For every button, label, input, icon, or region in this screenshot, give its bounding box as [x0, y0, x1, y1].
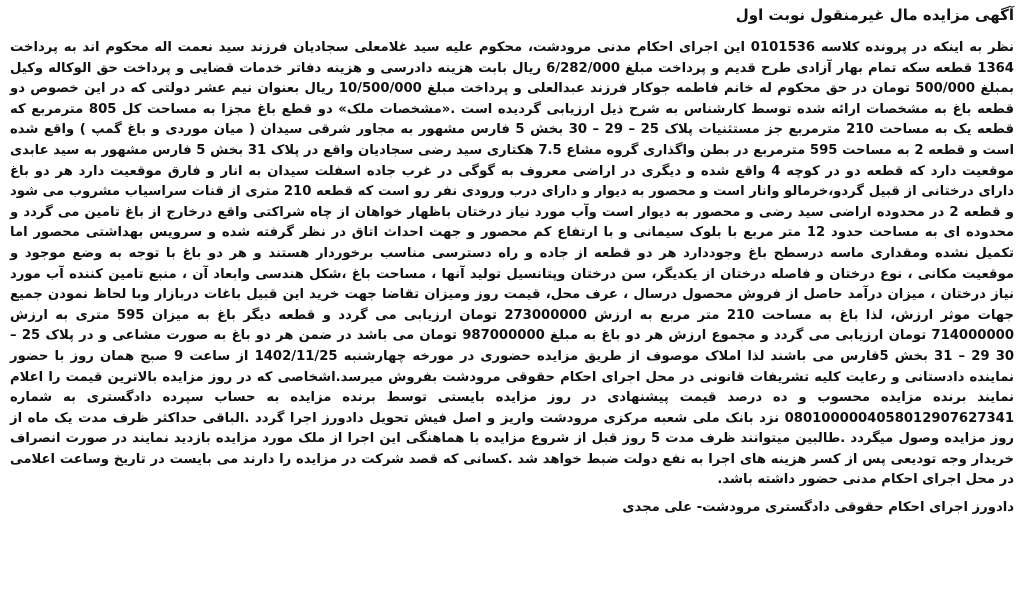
notice-title: آگهی مزایده مال غیرمنقول نوبت اول: [735, 6, 1014, 24]
notice-signature: دادورز اجرای احکام حقوقی دادگستری مرودشت- علی مجدی: [622, 500, 1014, 516]
notice-body: نظر به اینکه در پرونده کلاسه 0101536 این اجرای احکام مدنی مرودشت، محکوم علیه سید غلامعلی سجادیان فرزند سید نعمت اله محکوم اند به پرداخت 1364 قطعه سکه تمام بهار آزادی طرح قدیم و پرداخت مبلغ 6/282/000 ریال بابت هزینه دادرسی و هزینه دفاتر خدمات قضایی و پرداخت حق الوکاله وکیل بمبلغ 500/000 تومان در حق محکوم له خانم فاطمه جوکار فرزند عبدالعلی و پرداخت مبلغ 10/500/000 ریال بعنوان نیم عشر دولتی که در این خصوص دو قطعه باغ به مشخصات ارائه شده توسط کارشناس به شرح ذیل ارزیابی گردیده است .«مشخصات ملک» دو قطع باغ مجزا به مساحت کل 805 مترمربع که قطعه یک به مساحت 210 مترمربع جز مستثنیات پلاک 25 – 29 – 30 بخش 5 فارس مشهور به مجاور شرقی سیدان ( میان موردی و باغ گمپ ) واقع شده است و قطعه 2 به مساحت 595 مترمربع در بطن واگذاری گروه مشاع 7.5 هکتاری سید رضی سجادیان واقع در پلاک 31 بخش 5 فارس مشهور به سید عابدی موقعیت دارد که قطعه دو در کوچه 4 واقع شده و دیگری در اراضی معروف به گوگی در غرب جاده اسفلت سیدان به انار و فارق موقعیت دارد هر دو باغ دارای درختانی از قبیل گردو،خرمالو وانار است و محصور به دیوار و دارای درب ورودی نفر رو است که قطعه 210 متری از قنات سراسیاب مشروب می شود و قطعه 2 در محدوده اراضی سید رضی و محصور به دیوار است وآب مورد نیاز درختان باظهار خواهان از چاه شراکتی واقع درخارج از باغ تامین می گردد و محدوده ای به مساحت حدود 12 متر مربع با بلوک سیمانی و با ارتفاع کم محصور و جهت احداث اتاق در نظر گرفته شده و سرویس بهداشتی محصور اما تکمیل نشده ومقداری ماسه درسطح باغ وجوددارد هر دو قطعه از جاده و راه دسترسی مناسب برخوردار هستند و هر دو باغ با توجه به وضع موجود و موقعیت مکانی ، نوع درختان و فاصله درختان از یکدیگر، سن درختان وپتانسیل تولید آنها ، مساحت باغ ،شکل هندسی وابعاد آن ، منبع تامین کننده آب مورد نیاز درختان ، میزان درآمد حاصل از فروش محصول درسال ، عرف محل، قیمت روز ومیزان تقاضا جهت خرید این قبیل باغات دربازار وبا لحاظ نمودن جمیع جهات موثر ارزش، لذا باغ به مساحت 210 متر مربع به ارزش 273000000 تومان ارزیابی می گردد و قطعه دیگر باغ به میزان 595 متری به ارزش 714000000 تومان ارزیابی می گردد و مجموع ارزش هر دو باغ به مبلغ 987000000 تومان می باشد در ضمن هر دو باغ به صورت مشاعی و در پلاک 25 – 30 29 – 31 بخش 5فارس می باشند لذا املاک موصوف از طریق مزایده حضوری در مورخه چهارشنبه 1402/11/25 از ساعت 9 صبح همان روز با حضور نماینده دادستانی و رعایت کلیه تشریفات قانونی در محل اجرای احکام حقوقی مرودشت بفروش میرسد.اشخاصی که در روز مزایده بالاترین قیمت را اعلام نمایند برنده مزایده محسوب و ده درصد قیمت پیشنهادی در روز مزایده بایستی توسط برنده مزایده به حساب سپرده دادگستری به شماره 0801000004058012907627341 نزد بانک ملی شعبه مرکزی مرودشت واریز و اصل فیش تحویل دادورز اجرا گردد .الباقی حداکثر ظرف مدت یک ماه از روز مزایده وصول میگردد .طالبین میتوانند ظرف مدت 5 روز قبل از شروع مزایده با هماهنگی این اجرا از ملک مورد مزایده بازدید نمایند در صورت انصراف خریدار وجه تودیعی پس از کسر هزینه های اجرا به نفع دولت ضبط خواهد شد .کسانی که قصد شرکت در مزایده را دارند می بایست در تاریخ وساعت اعلامی در محل اجرای احکام مدنی حضور داشته باشد.: [10, 40, 1015, 488]
